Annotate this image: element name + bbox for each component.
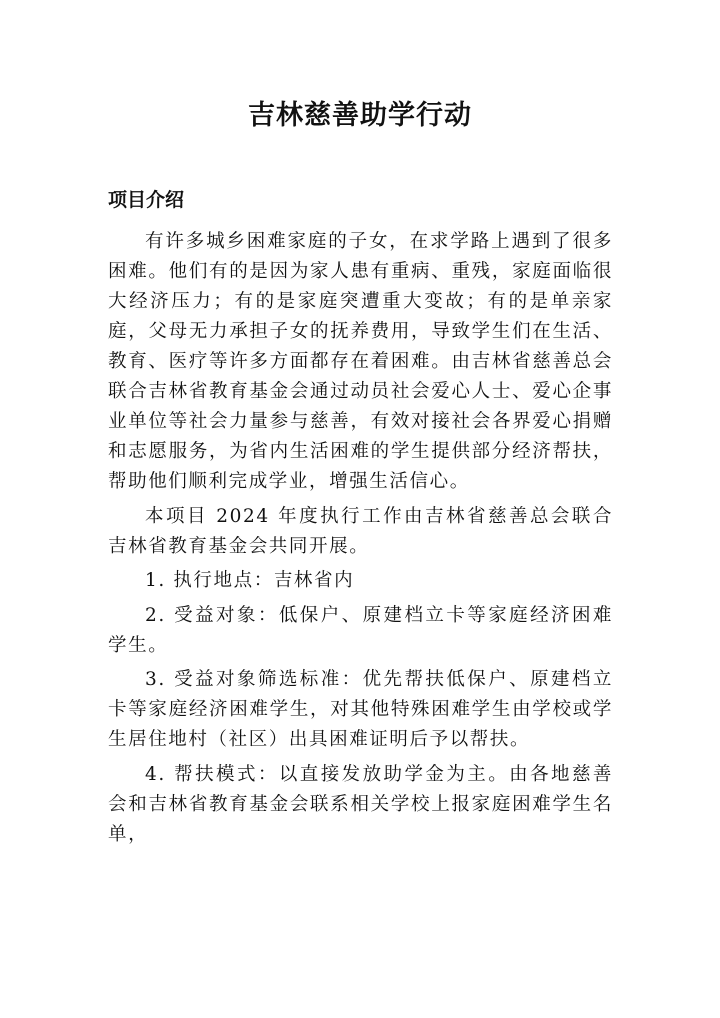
list-item-assistance-mode: 4. 帮扶模式：以直接发放助学金为主。由各地慈善会和吉林省教育基金会联系相关学校上报家庭困难学生名单， <box>108 763 613 845</box>
list-item-location: 1. 执行地点：吉林省内 <box>145 570 355 591</box>
document-title: 吉林慈善助学行动 <box>248 100 472 131</box>
paragraph-execution: 本项目 2024 年度执行工作由吉林省慈善总会联合吉林省教育基金会共同开展。 <box>108 505 613 557</box>
paragraph-intro: 有许多城乡困难家庭的子女，在求学路上遇到了很多困难。他们有的是因为家人患有重病、重残，家庭面临很大经济压力；有的是家庭突遭重大变故；有的是单亲家庭，父母无力承担子女的抚养费用，导致学生们在生活、教育、医疗等许多方面都存在着困难。由吉林省慈善总会联合吉林省教育基金会通过动员社会爱心人士、爱心企事业单位等社会力量参与慈善，有效对接社会各界爱心捐赠和志愿服务，为省内生活困难的学生提供部分经济帮扶，帮助他们顺利完成学业，增强生活信心。 <box>108 231 613 492</box>
section-heading-project-intro: 项目介绍 <box>108 189 185 211</box>
document-body <box>108 227 613 854</box>
list-item-beneficiaries: 2. 受益对象：低保户、原建档立卡等家庭经济困难学生。 <box>108 604 613 656</box>
list-item-criteria: 3. 受益对象筛选标准：优先帮扶低保户、原建档立卡等家庭经济困难学生，对其他特殊困难学生由学校或学生居住地村（社区）出具困难证明后予以帮扶。 <box>108 669 613 750</box>
